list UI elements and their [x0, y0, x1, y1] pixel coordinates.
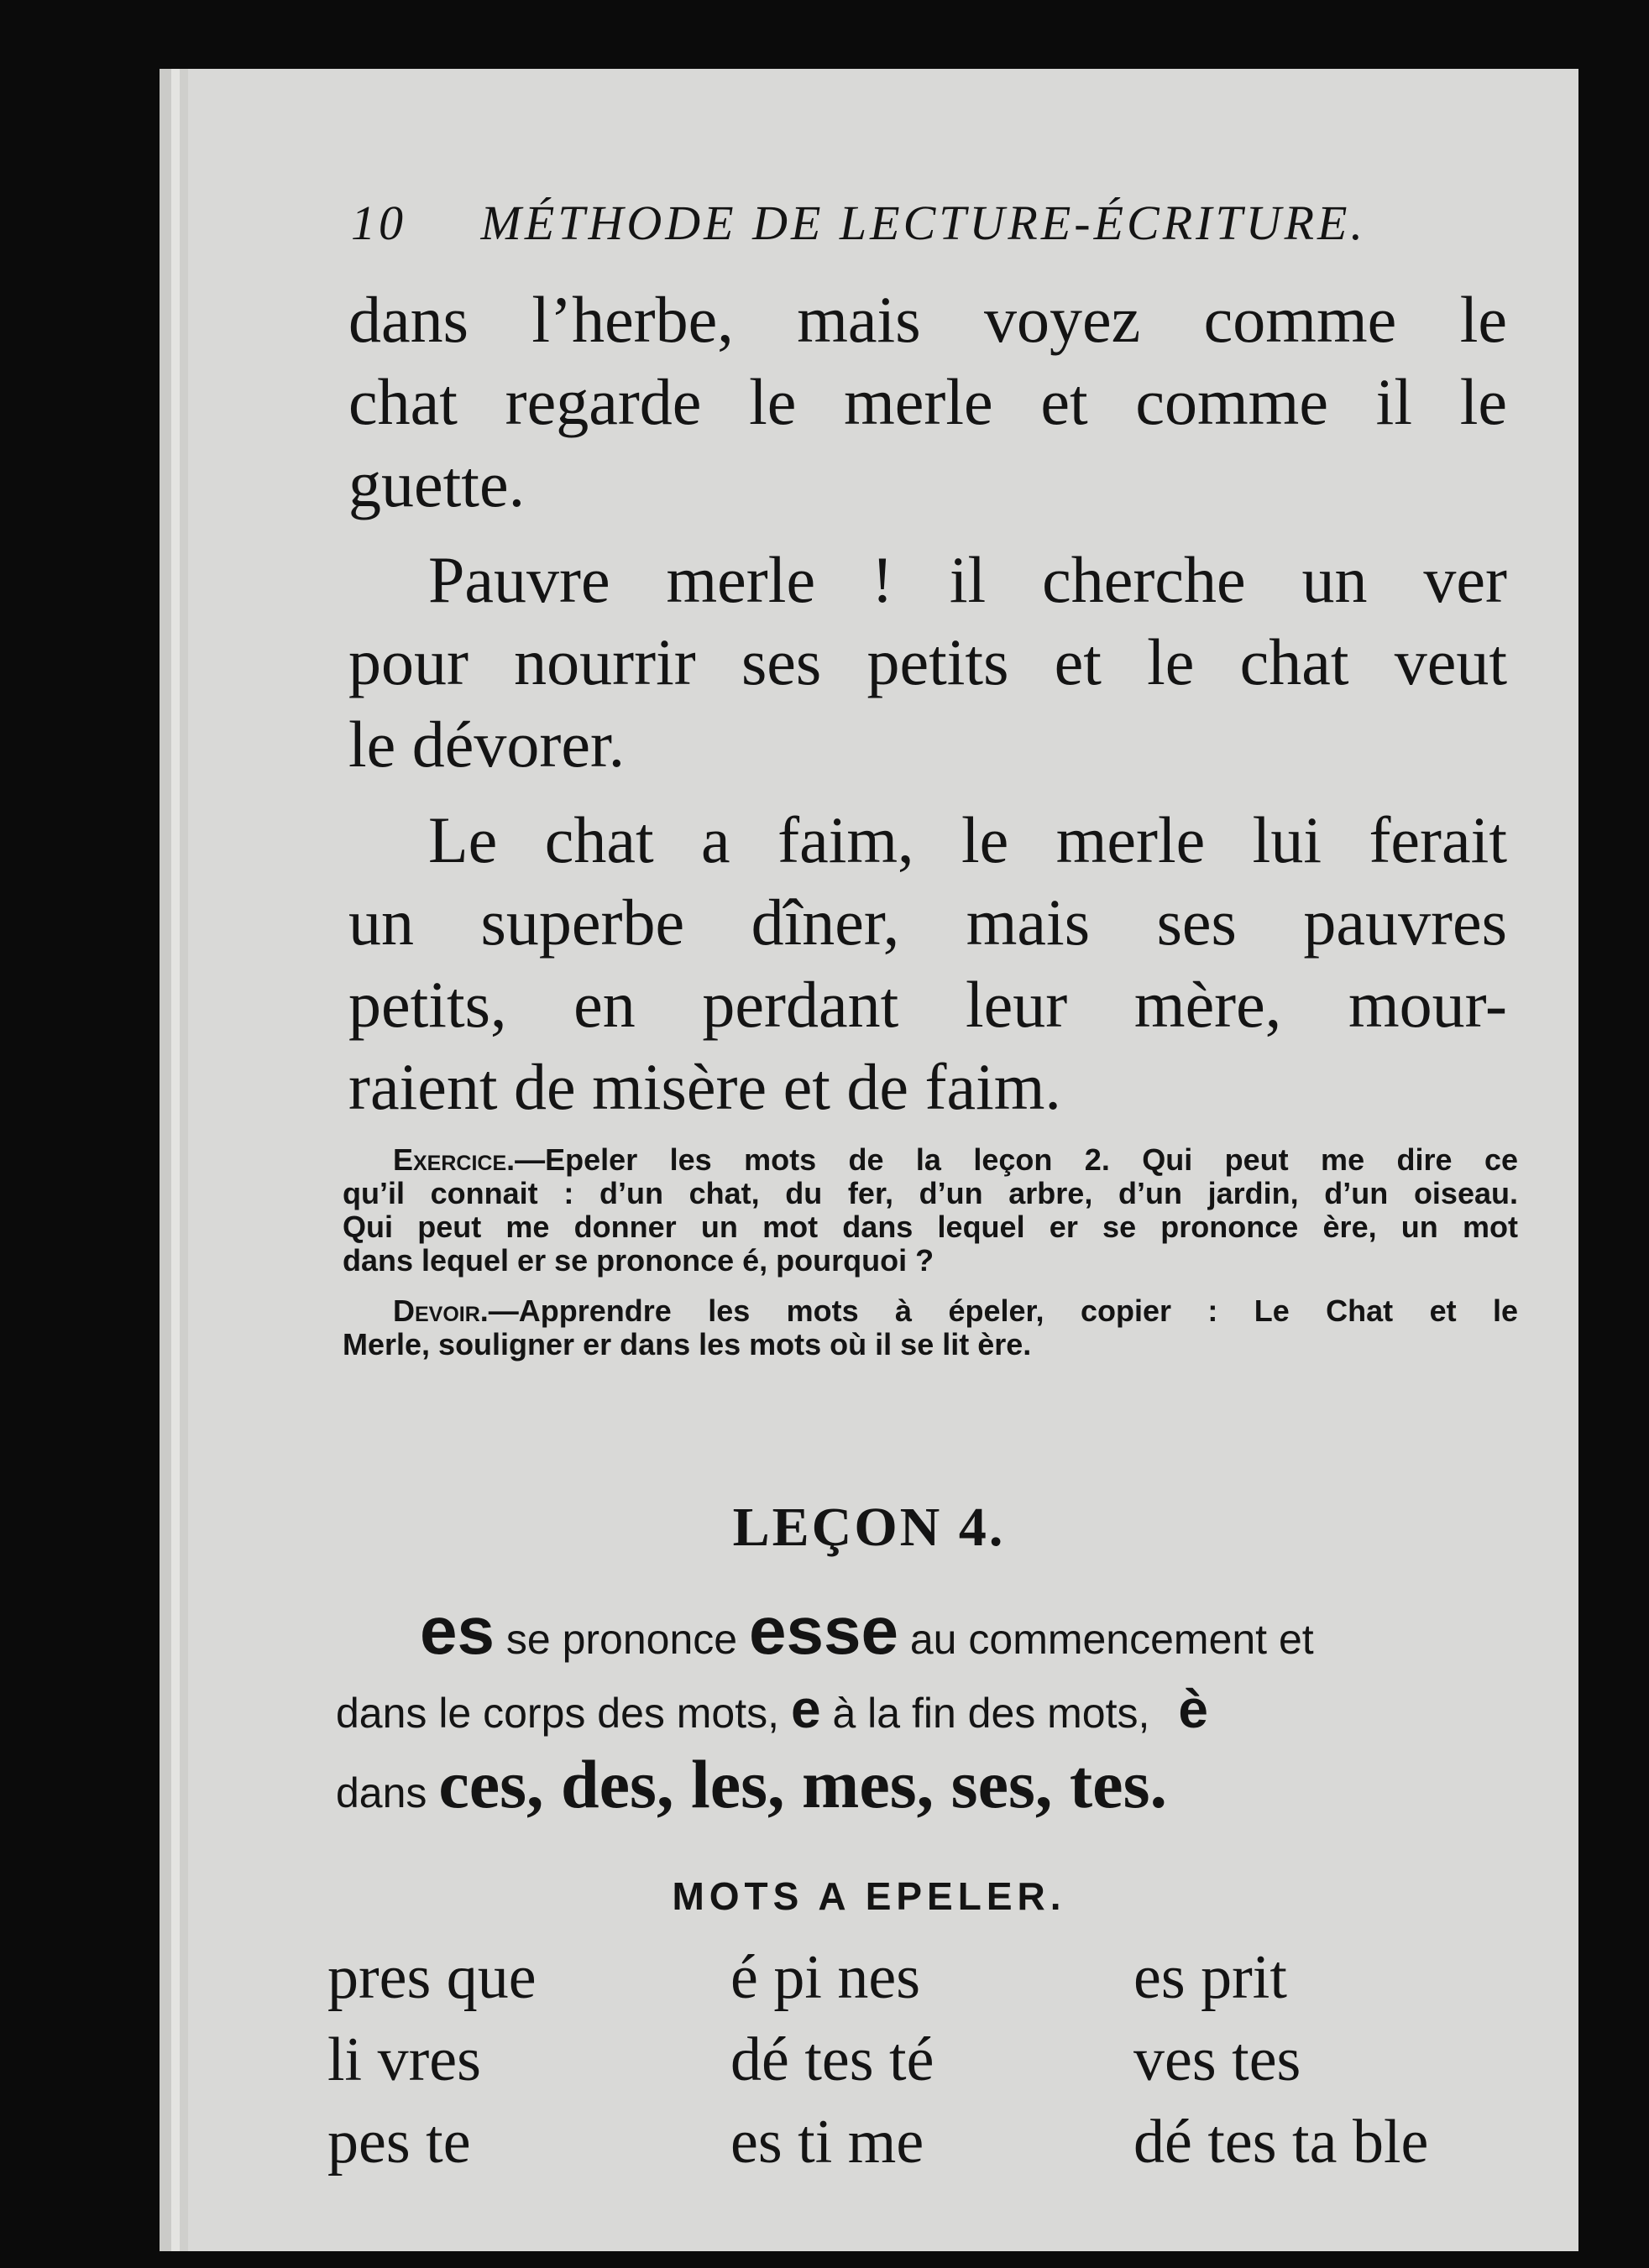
rule-examples: ces, des, les, mes, ses, tes.: [438, 1746, 1167, 1822]
word: es ti me: [730, 2108, 924, 2177]
rule-line: dans le corps des mots, e à la fin des mots, è: [336, 1679, 1208, 1739]
word: pes te: [327, 2108, 471, 2177]
paragraph-1: [348, 279, 1507, 525]
text-line: chat regarde le merle et comme il le: [348, 365, 1507, 438]
rule-sound: esse: [749, 1593, 898, 1668]
text-line: le dévorer.: [348, 708, 626, 781]
devoir-line: Devoir.—Apprendre les mots à épeler, copier : Le Chat et le: [393, 1293, 1518, 1328]
lesson-title: LEÇON 4.: [732, 1497, 1006, 1558]
lesson-rule: [336, 1592, 1528, 1824]
exercice-line: Qui peut me donner un mot dans lequel er se prononce ère, un mot: [343, 1210, 1518, 1244]
running-head: [351, 195, 1366, 251]
text-line: Pauvre merle ! il cherche un ver: [428, 543, 1507, 616]
text-line: un superbe dîner, mais ses pauvres: [348, 886, 1507, 959]
word: dé tes ta ble: [1133, 2108, 1429, 2177]
rule-sound: è: [1178, 1679, 1208, 1739]
rule-sound: e: [790, 1679, 821, 1739]
word: é pi nes: [730, 1943, 921, 2012]
text-line: petits, en perdant leur mère, mour-: [348, 968, 1507, 1041]
devoir-label: Devoir.: [393, 1293, 489, 1328]
word: ves tes: [1133, 2025, 1301, 2094]
text-line: Le chat a faim, le merle lui ferait: [428, 803, 1507, 876]
word: pres que: [327, 1943, 537, 2012]
running-title: MÉTHODE DE LECTURE-ÉCRITURE.: [480, 196, 1366, 250]
exercice-block: [343, 1143, 1518, 1278]
words-column: [730, 1936, 1133, 2183]
words-grid: [327, 1936, 1553, 2183]
text-line: dans l’herbe, mais voyez comme le: [348, 283, 1507, 356]
devoir-line: Merle, souligner er dans les mots où il se lit ère.: [343, 1327, 1032, 1361]
exercice-line: Exercice.—Epeler les mots de la leçon 2. Qui peut me dire ce: [393, 1142, 1518, 1177]
word: dé tes té: [730, 2025, 934, 2094]
exercice-line: dans lequel er se prononce é, pourquoi ?: [343, 1243, 934, 1278]
paragraph-3: [348, 799, 1507, 1128]
paragraph-2: [348, 539, 1507, 786]
word: li vres: [327, 2025, 481, 2094]
rule-line: es se prononce esse au commencement et: [420, 1593, 1314, 1668]
words-title: MOTS A EPELER.: [672, 1874, 1066, 1918]
page-number: 10: [351, 196, 406, 250]
words-column: [327, 1936, 730, 2183]
rule-line: dans ces, des, les, mes, ses, tes.: [336, 1746, 1167, 1822]
devoir-block: [343, 1294, 1518, 1361]
text-line: guette.: [348, 447, 526, 520]
text-line: raient de misère et de faim.: [348, 1050, 1061, 1123]
text-line: pour nourrir ses petits et le chat veut: [348, 625, 1507, 698]
book-page: [160, 69, 1578, 2251]
word: es prit: [1133, 1943, 1287, 2012]
rule-term: es: [420, 1593, 495, 1668]
exercice-line: qu’il connait : d’un chat, du fer, d’un arbre, d’un jardin, d’un oiseau.: [343, 1176, 1518, 1210]
words-column: [1133, 1936, 1536, 2183]
exercice-label: Exercice.: [393, 1142, 516, 1177]
